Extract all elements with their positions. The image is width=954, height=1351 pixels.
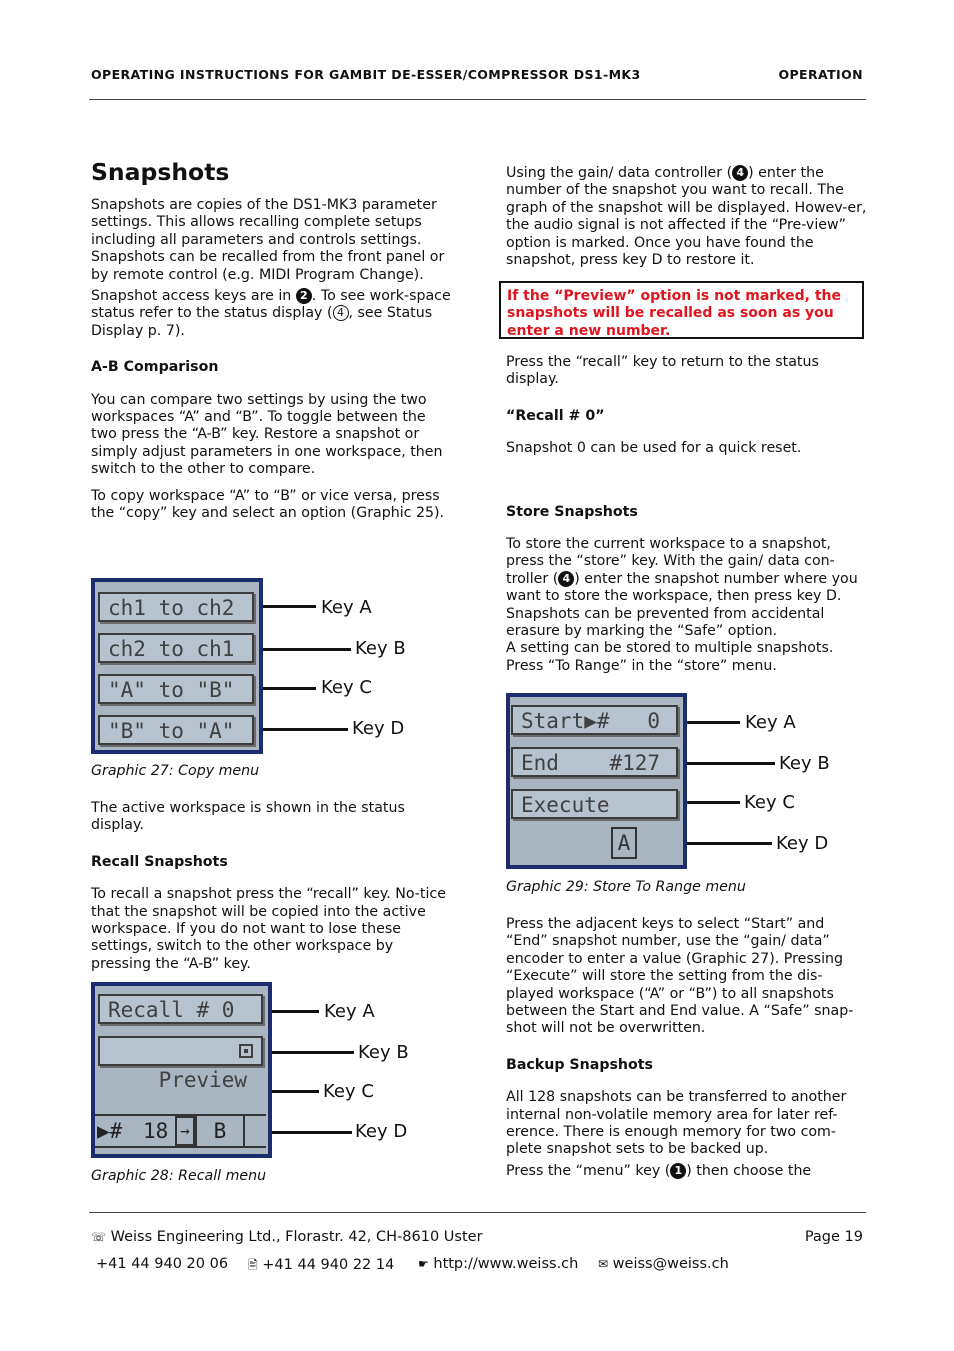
circled-number-icon: 2 (296, 288, 312, 304)
store-range-lcd (506, 693, 687, 869)
fax-icon: 🖹 (248, 1258, 258, 1272)
backup-paragraph: All 128 snapshots can be transferred to another internal non-volatile memory area for later ref-erence. There is enough memory for two com-plete snapshot sets to be backed up. (506, 1089, 847, 1158)
key-label: Key C (744, 792, 795, 813)
running-header: OPERATING INSTRUCTIONS FOR GAMBIT DE-ESSER/COMPRESSOR DS1-MK3 (91, 67, 641, 82)
header-rule (89, 99, 866, 100)
callout-line (687, 801, 740, 804)
left-column-mid (91, 800, 453, 973)
lcd-start-field: Start▶# 0 (511, 705, 678, 735)
key-label: Key C (321, 677, 372, 698)
key-label: Key B (779, 753, 830, 774)
callout-line (263, 605, 316, 608)
callout-line (272, 1131, 352, 1134)
lcd-workspace-box: A (611, 827, 637, 859)
key-label: Key A (324, 1001, 375, 1022)
callout-line (272, 1051, 354, 1054)
callout-line (272, 1090, 319, 1093)
footer-fax: 🖹 +41 44 940 22 14 (248, 1257, 395, 1273)
access-paragraph: Snapshot access keys are in 2 . To see work-space status refer to the status display ( 4 , see Status Display p. 7). (91, 288, 451, 339)
circled-number-icon: 4 (558, 571, 574, 587)
ab-paragraph-2: To copy workspace “A” to “B” or vice versa, press the “copy” key and select an option (Graphic 25). (91, 487, 445, 522)
press-recall-paragraph: Press the “recall” key to return to the status display. (506, 354, 819, 388)
caption-graphic-27: Graphic 27: Copy menu (91, 763, 260, 779)
key-label: Key A (745, 712, 796, 733)
menu-paragraph: Press the “menu” key ( 1 ) then choose the (506, 1162, 812, 1179)
ab-heading: A-B Comparison (91, 359, 219, 376)
using-paragraph: Using the gain/ data controller ( 4 ) enter the number of the snapshot you want to recall. The graph of the snapshot will be displayed. Howev-er, the audio signal is not affected if the “Pre-view” option is marked. Once you have found the snapshot, press key D to restore it. (506, 165, 867, 269)
circled-number-icon: 4 (333, 305, 349, 321)
circled-number-icon: 1 (670, 1163, 686, 1179)
key-label: Key D (352, 718, 405, 739)
web-icon: ☛ (418, 1257, 429, 1271)
recall-menu-lcd (91, 982, 272, 1158)
recall-heading: Recall Snapshots (91, 853, 228, 870)
callout-line (263, 687, 316, 690)
callout-line (272, 1010, 319, 1013)
callout-line (687, 721, 740, 724)
right-column-bottom (506, 916, 868, 1180)
left-column-top (91, 197, 453, 523)
section-header: OPERATION (778, 67, 863, 82)
callout-line (687, 842, 772, 845)
warning-box: If the “Preview” option is not marked, the snapshots will be recalled as soon as you enter a new number. (499, 281, 864, 339)
callout-line (263, 648, 351, 651)
recall-zero-heading: “Recall # 0” (506, 407, 605, 424)
store-range-paragraph: A setting can be stored to multiple snapshots. Press “To Range” in the “store” menu. (506, 640, 834, 674)
footer-phone: +41 44 940 20 06 (96, 1256, 229, 1272)
lcd-button: ch2 to ch1 (98, 633, 254, 663)
lcd-recall-field: Recall # 0 (98, 994, 263, 1024)
right-column-mid (506, 354, 868, 675)
callout-line (687, 762, 775, 765)
lcd-button: ch1 to ch2 (98, 592, 254, 622)
footer-address: ☏ Weiss Engineering Ltd., Florastr. 42, CH-8610 Uster (91, 1229, 483, 1245)
adjacent-paragraph: Press the adjacent keys to select “Start” and “End” snapshot number, use the “gain/ data” encoder to enter a value (Graphic 27). Pressing “Execute” will store the setting from the dis-played workspace (“A” or “B”) to all snapshots between the Start and End value. A “Safe” snap-shot will not be overwritten. (506, 916, 854, 1037)
lcd-button: "A" to "B" (98, 674, 254, 704)
recall-paragraph: To recall a snapshot press the “recall” key. No-tice that the snapshot will be copied into the active workspace. If you do not want to lose these settings, switch to the other workspace by pressing the “A-B” key. (91, 886, 446, 972)
caption-graphic-29: Graphic 29: Store To Range menu (506, 879, 746, 895)
key-label: Key B (355, 638, 406, 659)
ab-paragraph-1: You can compare two settings by using the two workspaces “A” and “B”. To toggle between the two press the “A-B” key. Restore a snapshot or simply adjust parameters in one workspace, then switch to the other to compare. (91, 391, 443, 478)
intro-paragraph: Snapshots are copies of the DS1-MK3 parameter settings. This allows recalling complete setups including all parameters and controls settings. Snapshots can be recalled from the front panel or by remote control (e.g. MIDI Program Change). (91, 197, 445, 283)
page-number: Page 19 (804, 1229, 863, 1245)
phone-icon: ☏ (91, 1230, 107, 1244)
checkbox-icon (239, 1044, 253, 1058)
lcd-number-row: ▶# 18 → B (95, 1114, 266, 1148)
key-label: Key A (321, 597, 372, 618)
footer-email[interactable]: ✉ weiss@weiss.ch (598, 1256, 729, 1272)
footer-rule (89, 1212, 866, 1213)
arrow-right-icon: → (175, 1116, 195, 1146)
circled-number-icon: 4 (732, 165, 748, 181)
lcd-execute-field: Execute (511, 789, 678, 819)
lcd-end-field: End #127 (511, 747, 678, 777)
key-label: Key B (358, 1042, 409, 1063)
backup-heading: Backup Snapshots (506, 1056, 653, 1073)
footer-web[interactable]: ☛ http://www.weiss.ch (418, 1256, 579, 1272)
copy-menu-lcd (91, 578, 263, 754)
page-title: Snapshots (91, 158, 230, 186)
lcd-preview-field: Preview (98, 1036, 263, 1066)
right-column-top (506, 165, 868, 269)
recall-zero-paragraph: Snapshot 0 can be used for a quick reset. (506, 440, 802, 457)
callout-line (263, 728, 348, 731)
email-icon: ✉ (598, 1257, 609, 1271)
store-heading: Store Snapshots (506, 503, 638, 520)
key-label: Key D (776, 833, 829, 854)
key-label: Key C (323, 1081, 374, 1102)
store-paragraph: To store the current workspace to a snapshot, press the “store” key. With the gain/ data con-troller ( 4 ) enter the snapshot number where you want to store the workspace, then press key D. Snapshots can be prevented from accidental erasure by marking the “Safe” option. (506, 536, 858, 640)
caption-graphic-28: Graphic 28: Recall menu (91, 1168, 267, 1184)
lcd-button: "B" to "A" (98, 715, 254, 745)
active-paragraph: The active workspace is shown in the status display. (91, 800, 405, 834)
key-label: Key D (355, 1121, 408, 1142)
